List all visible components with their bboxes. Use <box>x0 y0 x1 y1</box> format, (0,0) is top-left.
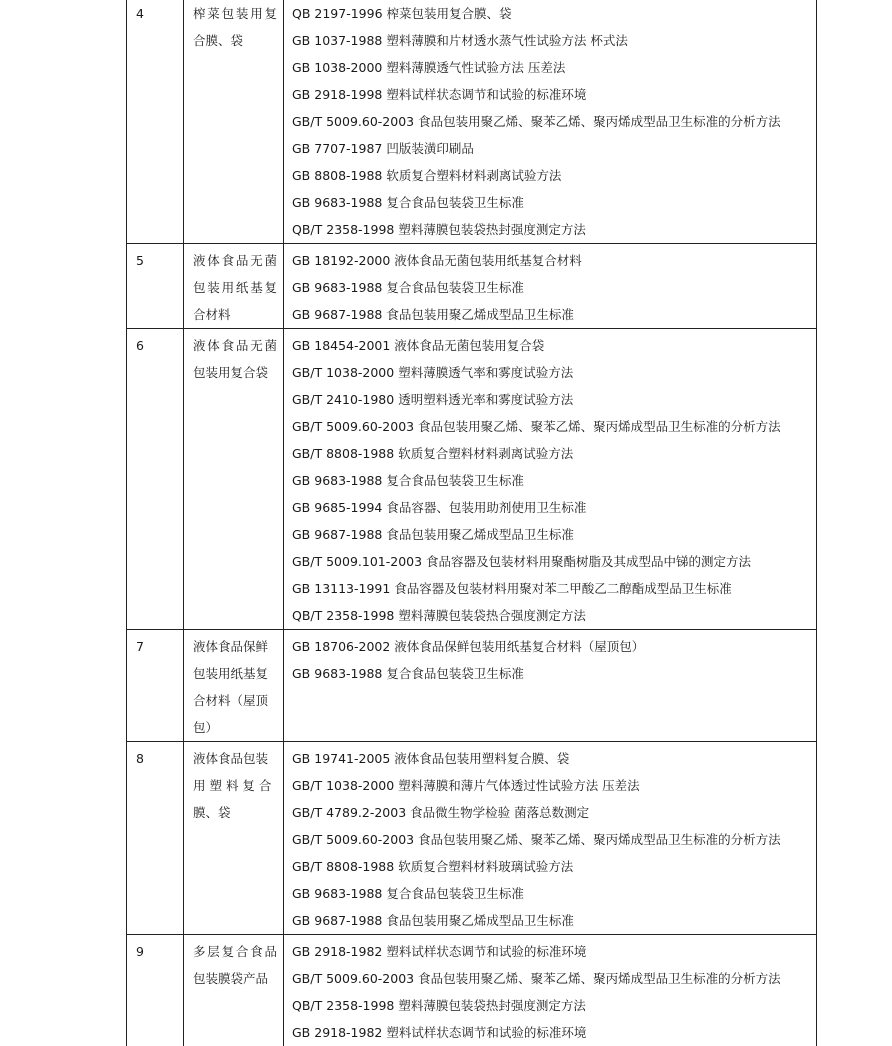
standard-item: GB/T 8808-1988 软质复合塑料材料玻璃试验方法 <box>292 853 816 880</box>
row-number: 9 <box>127 935 184 1046</box>
standard-item: GB 9687-1988 食品包装用聚乙烯成型品卫生标准 <box>292 301 816 328</box>
standard-item: GB 1037-1988 塑料薄膜和片材透水蒸气性试验方法 杯式法 <box>292 27 816 54</box>
standard-item: GB 9685-1994 食品容器、包装用助剂使用卫生标准 <box>292 494 816 521</box>
standard-item: GB/T 5009.60-2003 食品包装用聚乙烯、聚苯乙烯、聚丙烯成型品卫生标准的分析方法 <box>292 965 816 992</box>
standards-list <box>284 630 817 742</box>
standard-item: GB 9683-1988 复合食品包装袋卫生标准 <box>292 189 816 216</box>
table-row <box>127 329 817 630</box>
standard-item: GB/T 2410-1980 透明塑料透光率和雾度试验方法 <box>292 386 816 413</box>
table-row <box>127 244 817 329</box>
standards-list <box>284 0 817 244</box>
product-name: 多层复合食品包装膜袋产品 <box>184 935 284 1046</box>
standard-item: QB/T 2358-1998 塑料薄膜包装袋热封强度测定方法 <box>292 992 816 1019</box>
standard-item: GB/T 5009.60-2003 食品包装用聚乙烯、聚苯乙烯、聚丙烯成型品卫生标准的分析方法 <box>292 826 816 853</box>
product-name-line: 合材料（屋顶 <box>193 687 277 714</box>
table-row <box>127 935 817 1046</box>
product-name-line: 液体食品保鲜 <box>193 633 277 660</box>
standard-item: GB 2918-1982 塑料试样状态调节和试验的标准环境 <box>292 938 816 965</box>
product-name-line: 用 塑 料 复 合 <box>193 772 277 799</box>
standards-table-container <box>126 0 817 1046</box>
row-number: 8 <box>127 742 184 935</box>
product-name: 液体食品无菌包装用复合袋 <box>184 329 284 630</box>
product-name <box>184 742 284 935</box>
standard-item: GB 2918-1998 塑料试样状态调节和试验的标准环境 <box>292 81 816 108</box>
standards-table <box>126 0 817 1046</box>
standard-item: GB 9687-1988 食品包装用聚乙烯成型品卫生标准 <box>292 907 816 934</box>
table-row <box>127 0 817 244</box>
standards-list <box>284 742 817 935</box>
standard-item: GB/T 1038-2000 塑料薄膜透气率和雾度试验方法 <box>292 359 816 386</box>
standards-list <box>284 329 817 630</box>
standard-item: GB/T 5009.60-2003 食品包装用聚乙烯、聚苯乙烯、聚丙烯成型品卫生标准的分析方法 <box>292 108 816 135</box>
table-row <box>127 630 817 742</box>
standard-item: QB 2197-1996 榨菜包装用复合膜、袋 <box>292 0 816 27</box>
standard-item: GB/T 8808-1988 软质复合塑料材料剥离试验方法 <box>292 440 816 467</box>
standard-item: GB/T 4789.2-2003 食品微生物学检验 菌落总数测定 <box>292 799 816 826</box>
product-name-line: 液体食品包装 <box>193 745 277 772</box>
standard-item: GB 18454-2001 液体食品无菌包装用复合袋 <box>292 332 816 359</box>
standard-item: GB 1038-2000 塑料薄膜透气性试验方法 压差法 <box>292 54 816 81</box>
row-number: 7 <box>127 630 184 742</box>
standard-item: GB 2918-1982 塑料试样状态调节和试验的标准环境 <box>292 1019 816 1046</box>
product-name-line: 膜、袋 <box>193 799 277 826</box>
standard-item: GB 9687-1988 食品包装用聚乙烯成型品卫生标准 <box>292 521 816 548</box>
standard-item: GB 19741-2005 液体食品包装用塑料复合膜、袋 <box>292 745 816 772</box>
standard-item: QB/T 2358-1998 塑料薄膜包装袋热合强度测定方法 <box>292 602 816 629</box>
standard-item: GB/T 1038-2000 塑料薄膜和薄片气体透过性试验方法 压差法 <box>292 772 816 799</box>
standard-item: GB 13113-1991 食品容器及包装材料用聚对苯二甲酸乙二醇酯成型品卫生标准 <box>292 575 816 602</box>
product-name-line: 包） <box>193 714 277 741</box>
row-number: 6 <box>127 329 184 630</box>
standards-table-body <box>127 0 817 1046</box>
product-name-line: 包装用纸基复 <box>193 660 277 687</box>
row-number: 4 <box>127 0 184 244</box>
row-number: 5 <box>127 244 184 329</box>
standard-item: GB 9683-1988 复合食品包装袋卫生标准 <box>292 880 816 907</box>
product-name: 榨菜包装用复合膜、袋 <box>184 0 284 244</box>
standards-list <box>284 935 817 1046</box>
product-name <box>184 630 284 742</box>
standard-item: GB 18192-2000 液体食品无菌包装用纸基复合材料 <box>292 247 816 274</box>
standard-item: GB 9683-1988 复合食品包装袋卫生标准 <box>292 660 816 687</box>
product-name: 液体食品无菌包装用纸基复合材料 <box>184 244 284 329</box>
standard-item: QB/T 2358-1998 塑料薄膜包装袋热封强度测定方法 <box>292 216 816 243</box>
standard-item: GB 18706-2002 液体食品保鲜包装用纸基复合材料（屋顶包） <box>292 633 816 660</box>
standard-item: GB 8808-1988 软质复合塑料材料剥离试验方法 <box>292 162 816 189</box>
table-row <box>127 742 817 935</box>
standard-item: GB 9683-1988 复合食品包装袋卫生标准 <box>292 467 816 494</box>
standard-item: GB 7707-1987 凹版装潢印刷品 <box>292 135 816 162</box>
standard-item: GB/T 5009.101-2003 食品容器及包装材料用聚酯树脂及其成型品中锑的测定方法 <box>292 548 816 575</box>
standards-list <box>284 244 817 329</box>
standard-item: GB/T 5009.60-2003 食品包装用聚乙烯、聚苯乙烯、聚丙烯成型品卫生标准的分析方法 <box>292 413 816 440</box>
standard-item: GB 9683-1988 复合食品包装袋卫生标准 <box>292 274 816 301</box>
